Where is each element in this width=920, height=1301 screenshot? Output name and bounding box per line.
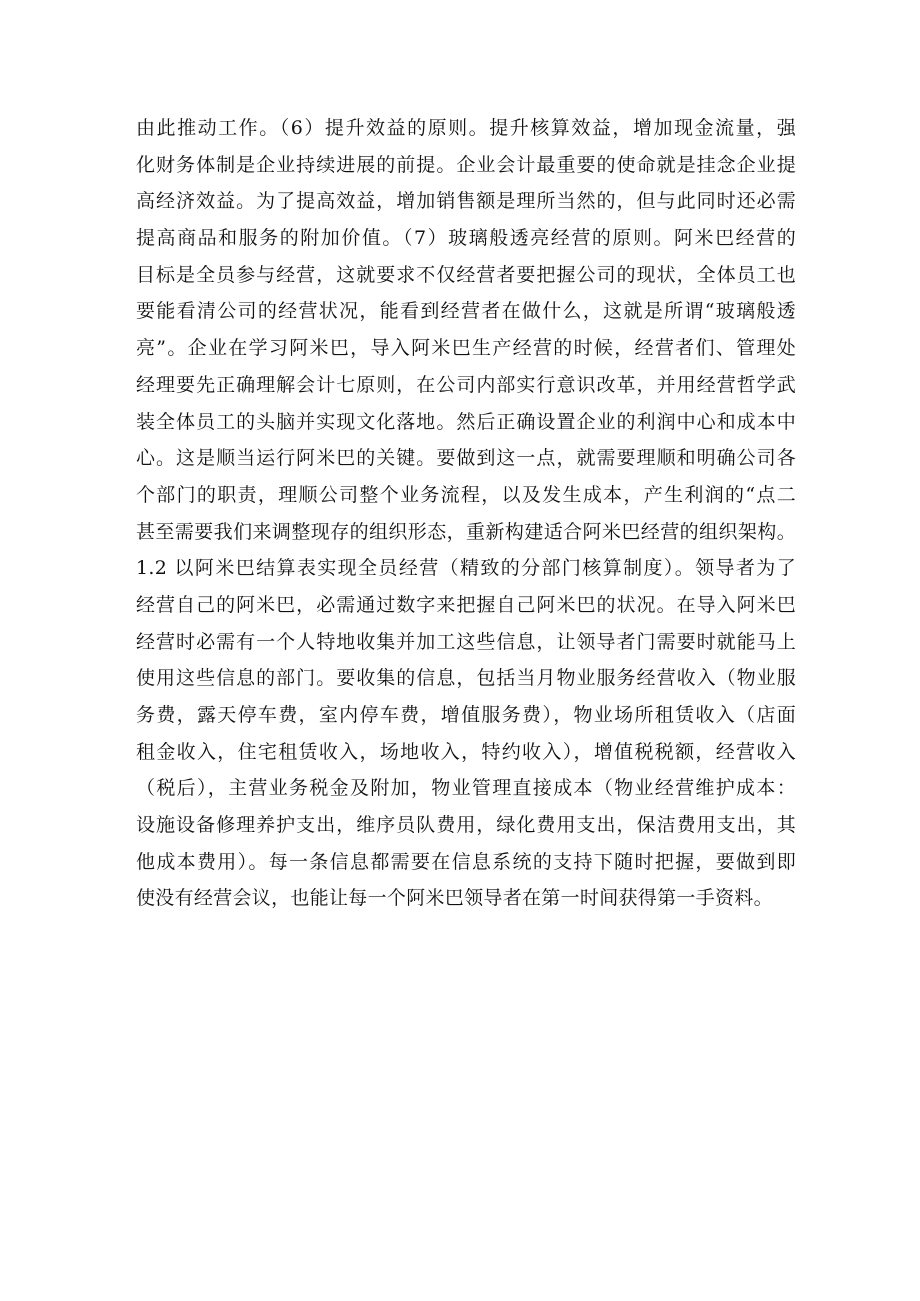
text-line: 经理要先正确理解会计七原则，在公司内部实行意识改革，并用经营哲学武 bbox=[136, 373, 796, 396]
text-line: 要能看清公司的经营状况，能看到经营者在做什么，这就是所谓“玻璃般透 bbox=[136, 300, 796, 323]
text-line: 由此推动工作。（6）提升效益的原则。提升核算效益，增加现金流量，强 bbox=[136, 117, 796, 139]
text-line: 甚至需要我们来调整现存的组织形态，重新构建适合阿米巴经营的组织架构。 bbox=[136, 520, 796, 543]
text-line: 使用这些信息的部门。要收集的信息，包括当月物业服务经营收入（物业服 bbox=[136, 667, 796, 690]
body-text bbox=[136, 110, 796, 917]
text-line: 经营自己的阿米巴，必需通过数字来把握自己阿米巴的状况。在导入阿米巴 bbox=[136, 593, 796, 616]
text-line: 高经济效益。为了提高效益，增加销售额是理所当然的，但与此同时还必需 bbox=[136, 190, 796, 213]
text-line: 租金收入，住宅租赁收入，场地收入，特约收入），增值税税额，经营收入 bbox=[136, 740, 796, 763]
text-line: 心。这是顺当运行阿米巴的关键。要做到这一点，就需要理顺和明确公司各 bbox=[136, 447, 796, 470]
text-line: 化财务体制是企业持续进展的前提。企业会计最重要的使命就是挂念企业提 bbox=[136, 153, 796, 176]
text-line: 个部门的职责，理顺公司整个业务流程，以及发生成本，产生利润的“点二 bbox=[136, 483, 796, 506]
text-line: 目标是全员参与经营，这就要求不仅经营者要把握公司的现状，全体员工也 bbox=[136, 263, 796, 286]
text-line: 使没有经营会议，也能让每一个阿米巴领导者在第一时间获得第一手资料。 bbox=[136, 887, 773, 910]
text-line: 设施设备修理养护支出，维序员队费用，绿化费用支出，保洁费用支出，其 bbox=[136, 814, 796, 837]
text-line: （税后），主营业务税金及附加，物业管理直接成本（物业经营维护成本： bbox=[136, 777, 796, 800]
text-line: 经营时必需有一个人特地收集并加工这些信息，让领导者门需要时就能马上 bbox=[136, 630, 796, 653]
text-line: 亮”。企业在学习阿米巴，导入阿米巴生产经营的时候，经营者们、管理处 bbox=[136, 337, 796, 360]
text-line: 1.2 以阿米巴结算表实现全员经营（精致的分部门核算制度）。领导者为了 bbox=[136, 557, 796, 580]
text-line: 提高商品和服务的附加价值。（7）玻璃般透亮经营的原则。阿米巴经营的 bbox=[136, 227, 796, 250]
text-line: 务费，露天停车费，室内停车费，增值服务费），物业场所租赁收入（店面 bbox=[136, 704, 796, 726]
text-line: 他成本费用）。每一条信息都需要在信息系统的支持下随时把握，要做到即 bbox=[136, 850, 796, 873]
text-line: 装全体员工的头脑并实现文化落地。然后正确设置企业的利润中心和成本中 bbox=[136, 410, 796, 433]
